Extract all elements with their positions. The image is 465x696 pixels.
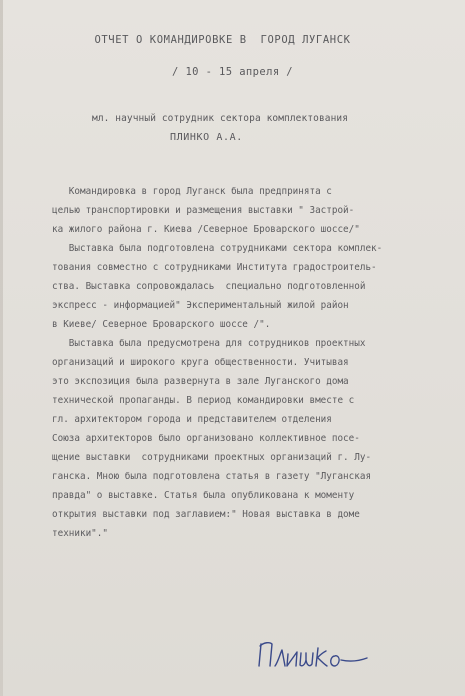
- body-line: технической пропаганды. В период командировки вместе с: [52, 395, 355, 406]
- body-line: это экспозиция была развернута в зале Луганского дома: [52, 376, 349, 387]
- document-dates: / 10 - 15 апреля /: [172, 66, 293, 78]
- author-name: ПЛИНКО А.А.: [170, 132, 243, 143]
- body-line: ганска. Мною была подготовлена статья в газету "Луганская: [52, 471, 372, 482]
- body-line: Выставка была подготовлена сотрудниками сектора комплек-: [52, 243, 383, 254]
- document-title: ОТЧЕТ О КОМАНДИРОВКЕ В ГОРОД ЛУГАНСК: [94, 34, 351, 46]
- body-line: Союза архитекторов было организовано коллективное посе-: [52, 433, 360, 444]
- body-line: ства. Выставка сопровождалась специально подготовленной: [52, 281, 366, 292]
- body-line: гл. архитектором города и представителем отделения: [52, 414, 332, 425]
- body-line: техники".": [52, 528, 108, 539]
- body-line: Выставка была предусмотрена для сотрудников проектных: [52, 338, 366, 349]
- body-line: целью транспортировки и размещения выставки " Застрой-: [52, 205, 355, 216]
- body-line: экспресс - информацией" Экспериментальный жилой район: [52, 300, 349, 311]
- body-line: организаций и широкого круга общественности. Учитывая: [52, 357, 349, 368]
- body-line: тования совместно с сотрудниками Института градостроитель-: [52, 262, 377, 273]
- report-body: [52, 182, 452, 543]
- body-line: открытия выставки под заглавием:" Новая выставка в доме: [52, 509, 360, 520]
- body-line: щение выставки сотрудниками проектных организаций г. Лу-: [52, 452, 372, 463]
- body-line: ка жилого района г. Киева /Северное Броварского шоссе/": [52, 224, 360, 235]
- body-line: Командировка в город Луганск была предпринята с: [52, 186, 332, 197]
- author-position: мл. научный сотрудник сектора комплектования: [92, 113, 349, 124]
- body-line: в Киеве/ Северное Броварского шоссе /".: [52, 319, 271, 330]
- handwritten-signature: [255, 636, 385, 676]
- body-line: правда" о выставке. Статья была опубликована к моменту: [52, 490, 355, 501]
